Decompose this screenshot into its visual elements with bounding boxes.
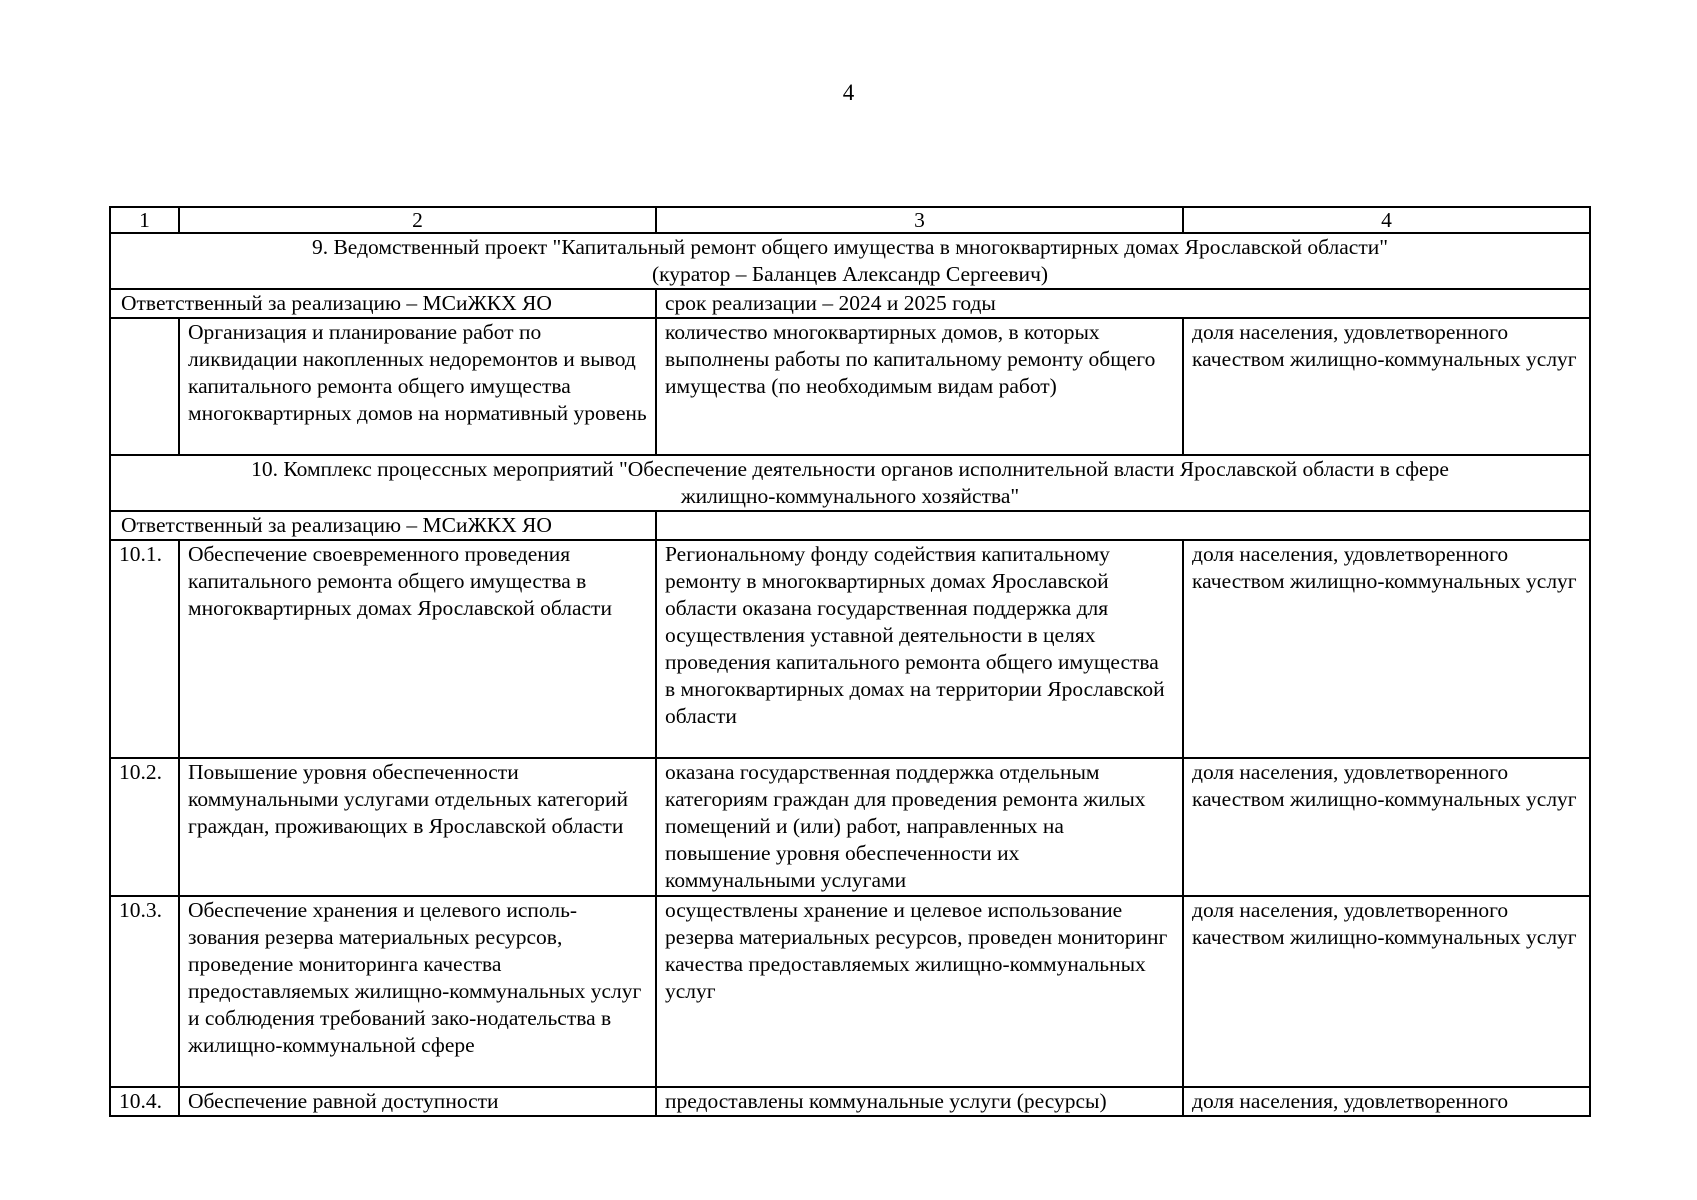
column-header-1: 1 bbox=[110, 207, 179, 233]
section-9-deadline: срок реализации – 2024 и 2025 годы bbox=[656, 289, 1590, 318]
task-cell: Обеспечение равной доступности bbox=[179, 1087, 656, 1116]
section-10-responsible: Ответственный за реализацию – МСиЖКХ ЯО bbox=[110, 511, 656, 540]
section-10-responsible-row bbox=[110, 511, 1590, 540]
section-9-responsible: Ответственный за реализацию – МСиЖКХ ЯО bbox=[110, 289, 656, 318]
indicator-cell: доля населения, удовлетворенного качеством жилищно-коммунальных услуг bbox=[1183, 540, 1590, 758]
page-number: 4 bbox=[842, 80, 855, 105]
table-row bbox=[110, 896, 1590, 1087]
row-number: 10.1. bbox=[110, 540, 179, 758]
indicator-cell: доля населения, удовлетворенного качеством жилищно-коммунальных услуг bbox=[1183, 896, 1590, 1087]
row-number bbox=[110, 318, 179, 455]
task-cell: Организация и планирование работ по ликвидации накопленных недоремонтов и вывод капитального ремонта общего имущества многоквартирных домов на нормативный уровень bbox=[179, 318, 656, 455]
section-9-title-line-2: (куратор – Баланцев Александр Сергеевич) bbox=[651, 262, 1049, 286]
table-row bbox=[110, 540, 1590, 758]
table-row bbox=[110, 758, 1590, 896]
column-header-2: 2 bbox=[179, 207, 656, 233]
column-header-row bbox=[110, 207, 1590, 233]
row-number: 10.3. bbox=[110, 896, 179, 1087]
task-cell: Обеспечение хранения и целевого исполь-зования резерва материальных ресурсов, проведение мониторинга качества предоставляемых жилищно-коммунальных услуг и соблюдения требований зако-нодательства в жилищно-коммунальной сфере bbox=[179, 896, 656, 1087]
task-cell: Обеспечение своевременного проведения капитального ремонта общего имущества в многоквартирных домах Ярославской области bbox=[179, 540, 656, 758]
section-10-title bbox=[110, 455, 1590, 511]
section-10-title-line-1: 10. Комплекс процессных мероприятий "Обеспечение деятельности органов исполнительной власти Ярославской области в сфере bbox=[251, 457, 1449, 481]
row-number: 10.2. bbox=[110, 758, 179, 896]
table-row bbox=[110, 1087, 1590, 1116]
section-9-title-line-1: 9. Ведомственный проект "Капитальный ремонт общего имущества в многоквартирных домах Ярославской области" bbox=[311, 235, 1389, 259]
column-header-4: 4 bbox=[1183, 207, 1590, 233]
row-number: 10.4. bbox=[110, 1087, 179, 1116]
section-9-title bbox=[110, 233, 1590, 289]
result-cell: предоставлены коммунальные услуги (ресурсы) bbox=[656, 1087, 1183, 1116]
section-10-title-row bbox=[110, 455, 1590, 511]
task-cell: Повышение уровня обеспеченности коммунальными услугами отдельных категорий граждан, проживающих в Ярославской области bbox=[179, 758, 656, 896]
result-cell: Региональному фонду содействия капитальному ремонту в многоквартирных домах Ярославской области оказана государственная поддержка для осуществления уставной деятельности в целях проведения капитального ремонта общего имущества в многоквартирных домах на территории Ярославской области bbox=[656, 540, 1183, 758]
column-header-3: 3 bbox=[656, 207, 1183, 233]
indicator-cell: доля населения, удовлетворенного качеством жилищно-коммунальных услуг bbox=[1183, 318, 1590, 455]
activities-table bbox=[109, 206, 1591, 1117]
result-cell: количество многоквартирных домов, в которых выполнены работы по капитальному ремонту общего имущества (по необходимым видам работ) bbox=[656, 318, 1183, 455]
result-cell: оказана государственная поддержка отдельным категориям граждан для проведения ремонта жилых помещений и (или) работ, направленных на повышение уровня обеспеченности их коммунальными услугами bbox=[656, 758, 1183, 896]
section-9-title-row bbox=[110, 233, 1590, 289]
result-cell: осуществлены хранение и целевое использование резерва материальных ресурсов, проведен мониторинг качества предоставляемых жилищно-коммунальных услуг bbox=[656, 896, 1183, 1087]
indicator-cell: доля населения, удовлетворенного bbox=[1183, 1087, 1590, 1116]
section-10-title-line-2: жилищно-коммунального хозяйства" bbox=[680, 484, 1020, 508]
section-10-empty-cell bbox=[656, 511, 1590, 540]
table-row bbox=[110, 318, 1590, 455]
section-9-responsible-row bbox=[110, 289, 1590, 318]
indicator-cell: доля населения, удовлетворенного качеством жилищно-коммунальных услуг bbox=[1183, 758, 1590, 896]
